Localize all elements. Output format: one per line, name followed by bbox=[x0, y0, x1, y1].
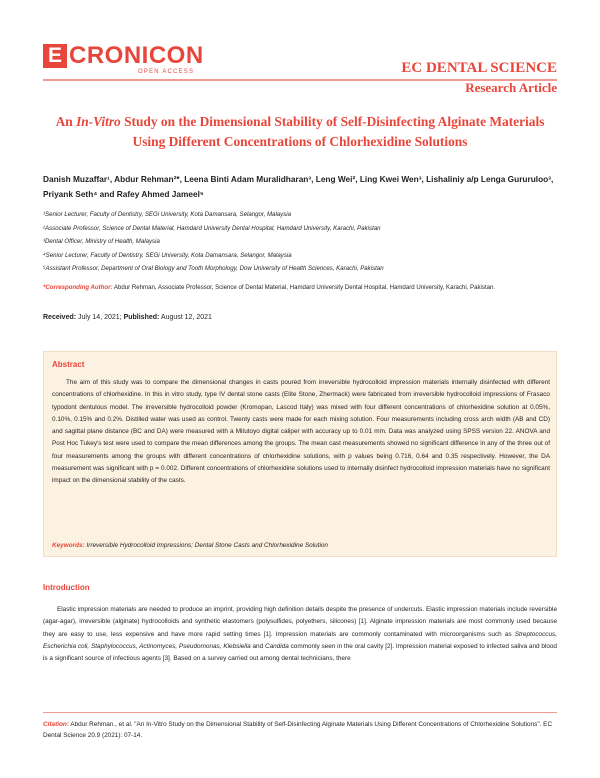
intro-organisms-1: Streptococcus, Escherichia coli, Staphylococcus, Actinomyces, Pseudomonas, Klebsiella bbox=[43, 630, 557, 650]
affiliation-1: ¹Senior Lecturer, Faculty of Dentistry, SEGi University, Kota Damansara, Selangor, Malaysia bbox=[43, 211, 292, 218]
corresponding-label: *Corresponding Author: bbox=[43, 284, 113, 291]
received-date: July 14, 2021; bbox=[76, 314, 124, 321]
logo-letter: E bbox=[43, 44, 67, 68]
intro-part-3: commonly seen in the oral cavity [2]. Impression material exposed to infected saliva and blood is a significant source of infectious agents [3]. Based on a survey carried out among dental technicians, there bbox=[43, 642, 557, 663]
cronicon-logo bbox=[43, 42, 204, 78]
received-label: Received: bbox=[43, 314, 77, 321]
footer-divider bbox=[43, 712, 557, 713]
title-pre: An bbox=[55, 114, 77, 129]
affiliation-3: ³Dental Officer, Ministry of Health, Malaysia bbox=[43, 238, 160, 245]
corresponding-author bbox=[43, 281, 557, 294]
corresponding-text: Abdur Rehman, Associate Professor, Science of Dental Material, Hamdard University Dental Hospital, Hamdard University, Karachi, Pakistan. bbox=[112, 284, 496, 291]
title-post: Study on the Dimensional Stability of Self-Disinfecting Alginate Materials Using Different Concentrations of Chlorhexidine Solutions bbox=[120, 114, 545, 149]
logo-text: CRONICON bbox=[69, 42, 204, 69]
affiliation-5: ⁵Assistant Professor, Department of Oral Biology and Tooth Morphology, Dow University of Health Sciences, Karachi, Pakistan bbox=[43, 265, 384, 272]
citation bbox=[43, 719, 557, 741]
article-type: Research Article bbox=[465, 80, 557, 95]
abstract-heading: Abstract bbox=[52, 360, 85, 369]
published-date: August 12, 2021 bbox=[159, 314, 212, 321]
author-list: Danish Muzaffar¹, Abdur Rehman²*, Leena Binti Adam Muralidharan³, Leng Wei², Ling Kwei Wen³, Lishaliniy a/p Lenga Gururuloo³, Priyank Seth⁴ and Rafey Ahmed Jameel⁵ bbox=[43, 174, 554, 199]
abstract-box bbox=[43, 351, 557, 557]
journal-name: EC DENTAL SCIENCE bbox=[401, 60, 557, 76]
affiliation-2: ²Associate Professor, Science of Dental Material, Hamdard University Dental Hospital, Hamdard University, Karachi, Pakistan bbox=[43, 224, 381, 232]
citation-label: Citation: bbox=[43, 721, 69, 728]
affiliations bbox=[43, 208, 557, 276]
logo-subtitle: OPEN ACCESS bbox=[138, 69, 195, 75]
keywords-text: Irreversible Hydrocolloid Impressions; Dental Stone Casts and Chlorhexidine Solution bbox=[84, 542, 328, 549]
intro-part-1: Elastic impression materials are needed to produce an imprint, providing high definition details despite the presence of undercuts. Elastic impression materials include reversible (agar-agar), irreversible (alginate) hydrocolloids and synthetic elastomers (polysulfides, polyethers, silicones) [1]. Alginate impression materials are most commonly used because they are easy to use, less expensive and have more rapid setting times [1]. Impression materials are commonly contaminated with microorganisms such as bbox=[43, 606, 557, 638]
abstract-text: The aim of this study was to compare the dimensional changes in casts poured from irreversible hydrocolloid impression materials internally disinfected with different concentrations of chlorhexidine. In this in vitro study, type IV dental stone casts (Elite Stone, Zhermack) were fabricated from irreversible hydrocolloid impressions of Frasaco typodont dentulous model. The irreversible hydrocolloid powder (Kromopan, Lascod Italy) was mixed with four different concentrations of chlorhexidine solution at 0.05%, 0.10%, 0.15% and 0.2%. Distilled water was used as control. Twenty casts were made for each mixing solution. Four measurements including cross arch width (AB and CD) and sagittal plane distance (BC and DA) were measured with a Mitutoyo digital caliper with accuracy up to 0.01 mm. Data was analyzed using SPSS version 22. ANOVA and Post Hoc Tukey's test were used to compare the mean differences among the groups. The mean cast measurements showed no significant difference in any of the three out of four measurements among the groups with different concentrations of chlorhexidine solutions, with p values being 0.716, 0.64 and 0.35 respectively. However, the DA measurement was significant with p = 0.002. Different concentrations of chlorhexidine solutions used to internally disinfect hydrocolloid impression materials have no significant impact on the dimensional stability of the casts. bbox=[52, 379, 550, 485]
title-italic: In-Vitro bbox=[76, 114, 121, 129]
intro-organisms-2: Candida bbox=[264, 642, 289, 650]
keywords-label: Keywords: bbox=[52, 542, 85, 549]
paper-title bbox=[43, 112, 557, 152]
article-dates bbox=[43, 314, 557, 321]
page-header bbox=[0, 0, 600, 100]
citation-text: Abdur Rehman., et al. "An In-Vitro Study on the Dimensional Stability of Self-Disinfecting Alginate Materials Using Different Concentrations of Chlorhexidine Solutions". EC Dental Science 20.9 (2021): 07-14. bbox=[43, 721, 553, 739]
published-label: Published: bbox=[123, 314, 160, 321]
affiliation-4: ⁴Senior Lecturer, Faculty of Dentistry, SEGi University, Kota Damansara, Selangor, Malaysia bbox=[43, 251, 292, 259]
introduction-text bbox=[43, 604, 557, 665]
keywords bbox=[52, 542, 550, 549]
introduction-heading: Introduction bbox=[43, 583, 90, 592]
intro-part-2: and bbox=[250, 642, 265, 650]
